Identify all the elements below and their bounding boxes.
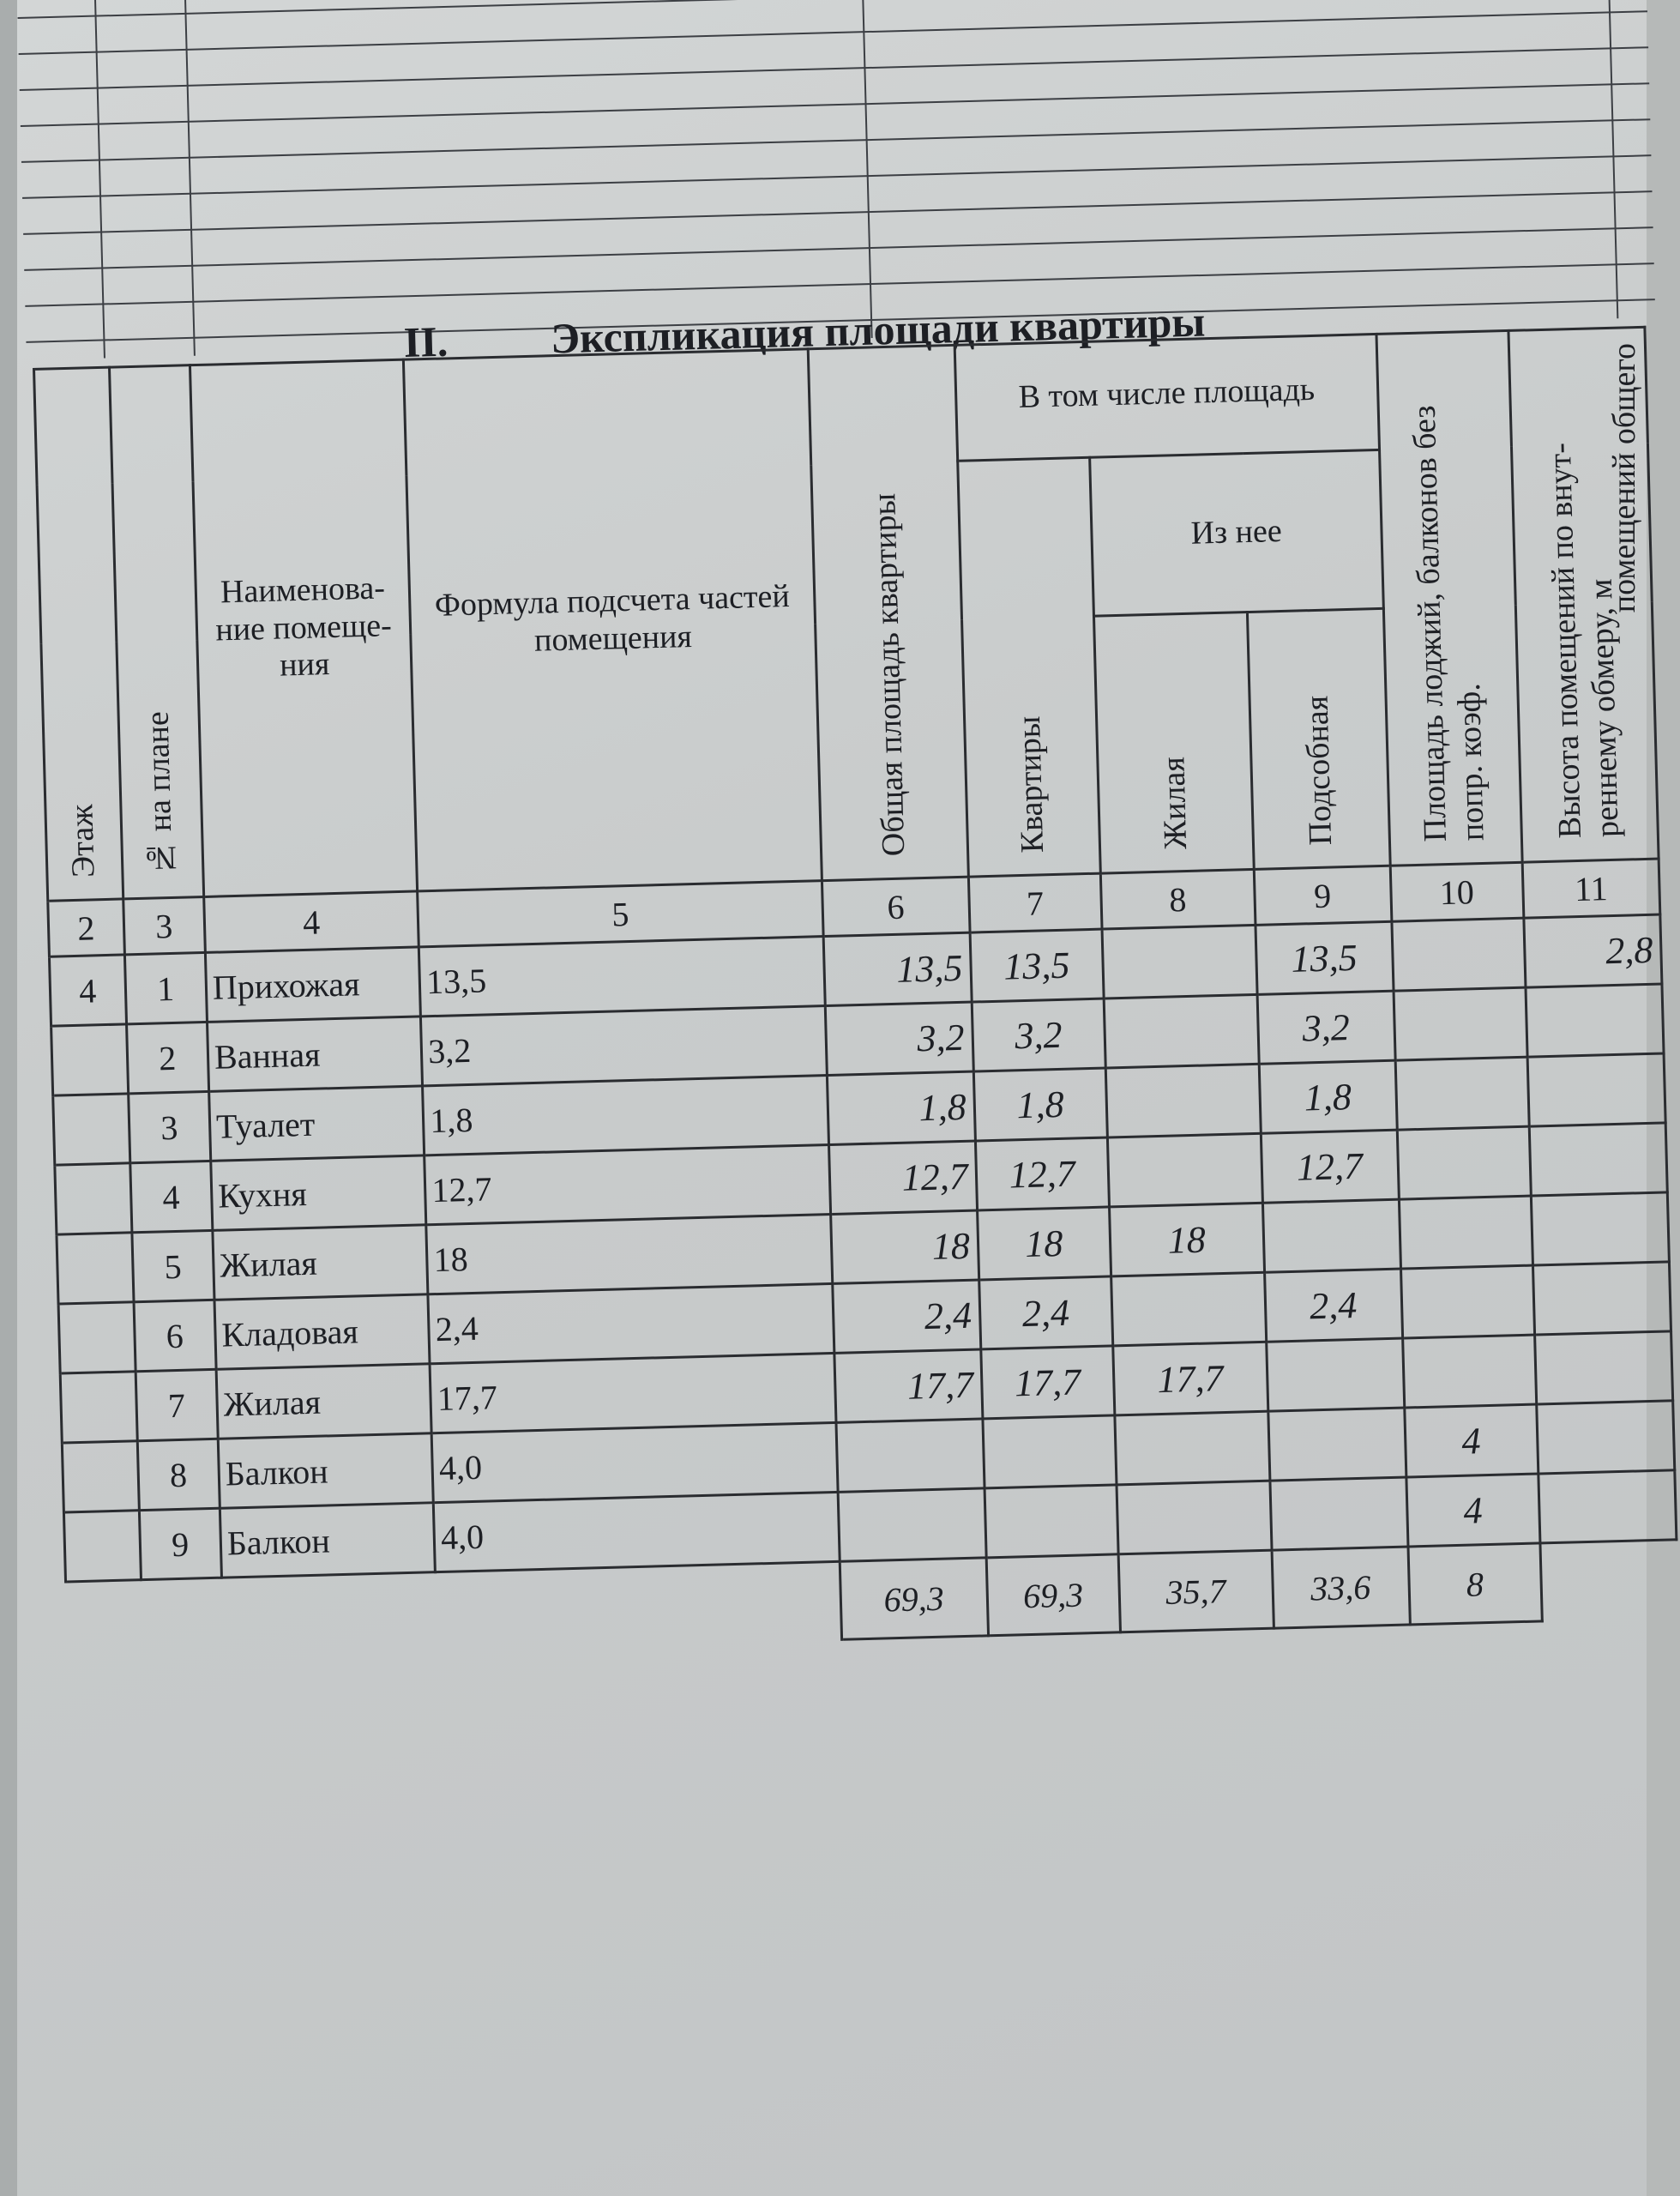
header-common-partial: помещений общего [1606,343,1642,613]
cell-apartment-area: 12,7 [975,1137,1109,1210]
cell-floor [62,1441,139,1512]
cell-total-area: 3,2 [825,1002,973,1075]
header-total-area: Общая площадь квартиры [808,345,968,880]
cell-height [1529,1123,1667,1196]
cell-room-name: Кухня [211,1155,426,1230]
section-title-text: Экспликация площади квартиры [550,297,1206,363]
cell-living-area [1105,1064,1261,1137]
cell-plan-no: 2 [126,1022,208,1093]
cell-apartment-area: 18 [977,1207,1111,1280]
header-plan-no: № на плане [109,365,204,899]
cell-loggia-area [1395,1057,1529,1130]
cell-formula: 13,5 [419,937,825,1017]
cell-loggia-area [1391,918,1525,991]
cell-floor [60,1372,137,1443]
cell-floor [51,1024,129,1095]
cell-height [1538,1470,1677,1543]
cell-apartment-area [985,1485,1118,1558]
cell-living-area: 17,7 [1113,1342,1268,1415]
colnum-4: 4 [204,891,419,953]
cell-loggia-area: 4 [1406,1474,1539,1547]
cell-living-area [1111,1272,1266,1346]
cell-room-name: Балкон [220,1503,435,1578]
cell-loggia-area: 4 [1404,1404,1538,1477]
cell-auxiliary-area [1266,1338,1404,1411]
total-area-sum: 69,3 [840,1558,988,1639]
cell-auxiliary-area: 3,2 [1257,991,1395,1064]
explication-table [0,326,1680,1662]
cell-living-area [1117,1481,1272,1554]
apartment-area-sum: 69,3 [986,1554,1120,1636]
cell-apartment-area [983,1415,1117,1488]
cell-plan-no: 1 [124,952,207,1023]
cell-living-area [1104,994,1259,1068]
cell-loggia-area [1397,1126,1531,1199]
cell-loggia-area [1402,1335,1536,1408]
header-apartment: Квартиры [957,457,1100,877]
cell-plan-no: 8 [137,1439,220,1510]
cell-formula: 18 [426,1214,832,1294]
header-room-name: Наименова-ние помеще-ния [190,359,417,896]
cell-formula: 1,8 [423,1076,828,1155]
cell-plan-no: 7 [135,1369,218,1440]
header-auxiliary: Подсобная [1247,608,1390,869]
colnum-8: 8 [1100,869,1255,929]
cell-height [1532,1262,1671,1335]
cell-living-area [1107,1133,1262,1207]
cell-loggia-area [1394,987,1527,1060]
cell-height [1531,1192,1669,1265]
cell-formula: 17,7 [430,1353,835,1433]
cell-living-area [1115,1411,1270,1485]
cell-plan-no: 3 [128,1091,210,1162]
colnum-3: 3 [123,896,205,954]
cell-height [1536,1401,1674,1474]
colnum-6: 6 [822,877,970,936]
colnum-9: 9 [1254,866,1392,925]
cell-room-name: Жилая [213,1225,428,1300]
cell-room-name: Ванная [207,1017,422,1091]
colnum-5: 5 [418,881,823,947]
cell-auxiliary-area: 13,5 [1255,921,1394,994]
header-height: Высота помещений по внут-реннему обмеру, м [1508,327,1659,862]
cell-plan-no: 4 [129,1161,212,1232]
cell-height [1527,1053,1665,1126]
header-incl-area: В том числе площадь [954,334,1379,461]
cell-living-area: 18 [1109,1203,1264,1276]
colnum-2: 2 [48,899,124,956]
explication-table-wrap [0,326,1680,1662]
cell-total-area: 1,8 [827,1071,975,1144]
cell-floor [63,1511,141,1582]
cell-floor [55,1163,132,1234]
section-number: II. [403,317,449,366]
cell-formula: 2,4 [428,1283,834,1363]
cell-formula: 12,7 [425,1145,830,1225]
cell-total-area [838,1488,986,1561]
cell-formula: 3,2 [421,1006,827,1086]
cell-loggia-area [1400,1265,1534,1338]
auxiliary-area-sum: 33,6 [1272,1547,1410,1628]
cell-total-area [836,1419,985,1492]
cell-apartment-area: 13,5 [970,929,1104,1002]
cell-floor [53,1094,130,1165]
cell-room-name: Туалет [209,1086,425,1161]
cell-plan-no: 5 [131,1230,214,1301]
cell-total-area: 17,7 [834,1349,983,1422]
cell-living-area [1102,925,1257,998]
cell-formula: 4,0 [434,1492,840,1572]
cell-apartment-area: 3,2 [972,998,1105,1071]
cell-floor [57,1233,134,1304]
cell-total-area: 13,5 [823,932,972,1005]
colnum-10: 10 [1390,862,1524,921]
cell-apartment-area: 2,4 [978,1276,1112,1349]
cell-total-area: 12,7 [828,1141,977,1214]
cell-height [1526,984,1664,1057]
cell-auxiliary-area [1270,1477,1408,1550]
cell-floor: 4 [49,955,126,1026]
header-living: Жилая [1093,612,1254,874]
cell-auxiliary-area [1268,1408,1406,1481]
loggia-area-sum: 8 [1408,1543,1543,1625]
colnum-7: 7 [968,873,1102,932]
cell-formula: 4,0 [431,1422,837,1502]
header-of-which: Из нее [1089,449,1383,616]
header-formula: Формула подсчета частей помещения [404,349,822,891]
cell-total-area: 18 [830,1210,978,1283]
cell-auxiliary-area: 12,7 [1261,1130,1399,1203]
cell-plan-no: 9 [139,1508,221,1579]
cell-loggia-area [1399,1196,1532,1269]
cell-room-name: Прихожая [205,947,420,1022]
header-floor: Этаж [34,367,123,901]
cell-auxiliary-area [1262,1199,1400,1272]
cell-auxiliary-area: 2,4 [1264,1269,1402,1342]
cell-room-name: Балкон [218,1433,433,1508]
cell-floor [58,1302,135,1373]
cell-total-area: 2,4 [832,1280,980,1353]
page-edge [0,0,17,2196]
header-loggia-area: Площадь лоджий, балконов без попр. коэф. [1376,330,1522,866]
cell-apartment-area: 1,8 [973,1068,1107,1141]
cell-room-name: Жилая [216,1364,431,1439]
cell-apartment-area: 17,7 [981,1346,1115,1419]
cell-height [1534,1331,1672,1404]
living-area-sum: 35,7 [1118,1550,1274,1632]
colnum-11: 11 [1522,859,1660,918]
cell-room-name: Кладовая [214,1294,430,1369]
cell-auxiliary-area: 1,8 [1259,1060,1397,1133]
cell-height: 2,8 [1524,914,1662,987]
cell-plan-no: 6 [134,1300,216,1371]
